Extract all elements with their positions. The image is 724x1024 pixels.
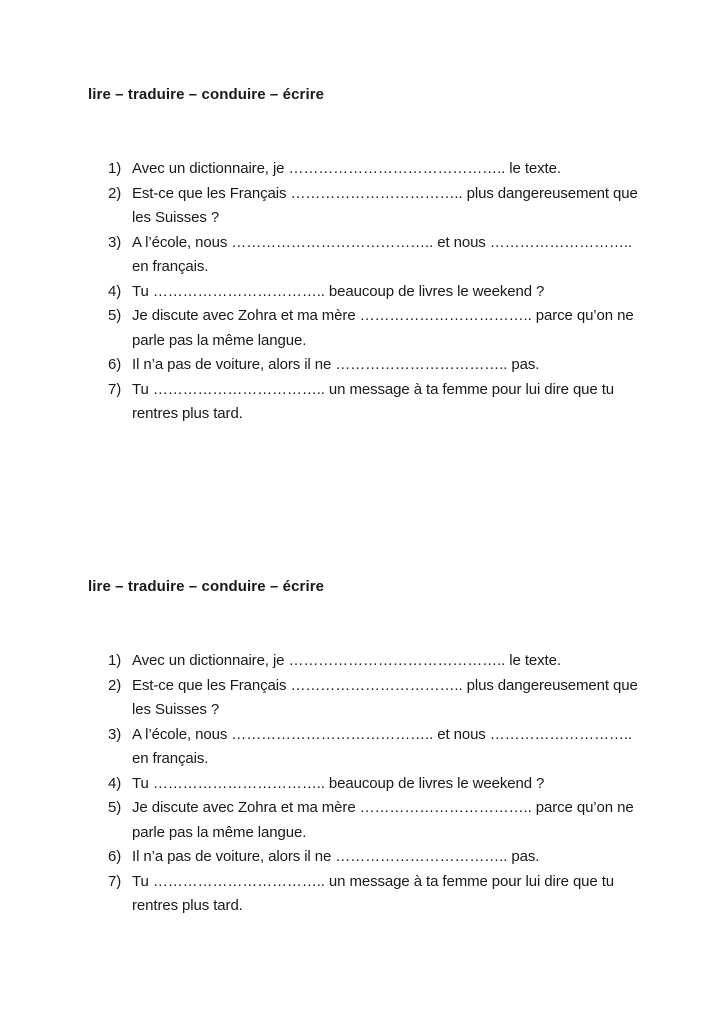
list-item bbox=[108, 870, 668, 919]
verbs-heading: lire – traduire – conduire – écrire bbox=[88, 86, 325, 103]
item-line: rentres plus tard. bbox=[132, 897, 243, 914]
item-number: 3) bbox=[108, 725, 122, 743]
item-number: 5) bbox=[108, 799, 122, 816]
list-item bbox=[108, 674, 668, 723]
item-text bbox=[132, 280, 668, 305]
list-item bbox=[108, 796, 668, 845]
item-text bbox=[132, 723, 668, 772]
item-line: Est-ce que les Français …………………………….. plus dangereusement que bbox=[132, 676, 638, 694]
item-text bbox=[132, 304, 668, 353]
list-item bbox=[108, 378, 668, 427]
list-item bbox=[108, 157, 668, 182]
item-text bbox=[132, 845, 668, 870]
item-line: A l’école, nous ………………………………….. et nous ……………………….. bbox=[132, 725, 633, 743]
item-number: 7) bbox=[108, 380, 122, 398]
item-text bbox=[132, 649, 668, 674]
list-item bbox=[108, 649, 668, 674]
item-line: Je discute avec Zohra et ma mère …………………………….. parce qu’on ne bbox=[132, 307, 634, 324]
item-number: 4) bbox=[108, 774, 122, 792]
item-line: Est-ce que les Français …………………………….. plus dangereusement que bbox=[132, 184, 638, 202]
item-line: en français. bbox=[132, 258, 209, 275]
item-text bbox=[132, 378, 668, 427]
item-number: 6) bbox=[108, 848, 122, 865]
item-line: Il n’a pas de voiture, alors il ne …………………………….. pas. bbox=[132, 356, 540, 373]
item-text bbox=[132, 772, 668, 797]
verbs-heading: lire – traduire – conduire – écrire bbox=[88, 578, 325, 595]
item-number: 6) bbox=[108, 356, 122, 373]
item-text bbox=[132, 796, 668, 845]
list-item bbox=[108, 231, 668, 280]
item-line: Avec un dictionnaire, je …………………………………….. le texte. bbox=[132, 652, 561, 669]
item-text bbox=[132, 182, 668, 231]
list-item bbox=[108, 353, 668, 378]
item-line: A l’école, nous ………………………………….. et nous ……………………….. bbox=[132, 233, 633, 251]
item-text bbox=[132, 674, 668, 723]
item-line: Tu …………………………….. un message à ta femme pour lui dire que tu bbox=[132, 872, 615, 890]
item-number: 1) bbox=[108, 652, 122, 669]
item-line: Je discute avec Zohra et ma mère …………………………….. parce qu’on ne bbox=[132, 799, 634, 816]
item-number: 2) bbox=[108, 184, 122, 202]
list-item bbox=[108, 772, 668, 797]
item-number: 1) bbox=[108, 160, 122, 177]
list-item bbox=[108, 304, 668, 353]
list-item bbox=[108, 723, 668, 772]
item-number: 2) bbox=[108, 676, 122, 694]
item-line: Il n’a pas de voiture, alors il ne …………………………….. pas. bbox=[132, 848, 540, 865]
item-line: en français. bbox=[132, 750, 209, 767]
list-item bbox=[108, 182, 668, 231]
item-line: Tu …………………………….. un message à ta femme pour lui dire que tu bbox=[132, 380, 615, 398]
list-item bbox=[108, 280, 668, 305]
item-number: 4) bbox=[108, 282, 122, 300]
item-line: parle pas la même langue. bbox=[132, 331, 307, 349]
item-line: rentres plus tard. bbox=[132, 405, 243, 422]
exercise-list bbox=[108, 157, 668, 427]
item-line: Tu …………………………….. beaucoup de livres le weekend ? bbox=[132, 774, 545, 792]
list-item bbox=[108, 845, 668, 870]
item-number: 3) bbox=[108, 233, 122, 251]
item-line: Tu …………………………….. beaucoup de livres le weekend ? bbox=[132, 282, 545, 300]
item-text bbox=[132, 157, 668, 182]
item-number: 5) bbox=[108, 307, 122, 324]
item-line: les Suisses ? bbox=[132, 209, 220, 226]
item-line: Avec un dictionnaire, je …………………………………….. le texte. bbox=[132, 160, 561, 177]
item-line: les Suisses ? bbox=[132, 701, 220, 718]
item-text bbox=[132, 870, 668, 919]
exercise-list bbox=[108, 649, 668, 919]
item-text bbox=[132, 231, 668, 280]
item-number: 7) bbox=[108, 872, 122, 890]
item-line: parle pas la même langue. bbox=[132, 823, 307, 841]
item-text bbox=[132, 353, 668, 378]
